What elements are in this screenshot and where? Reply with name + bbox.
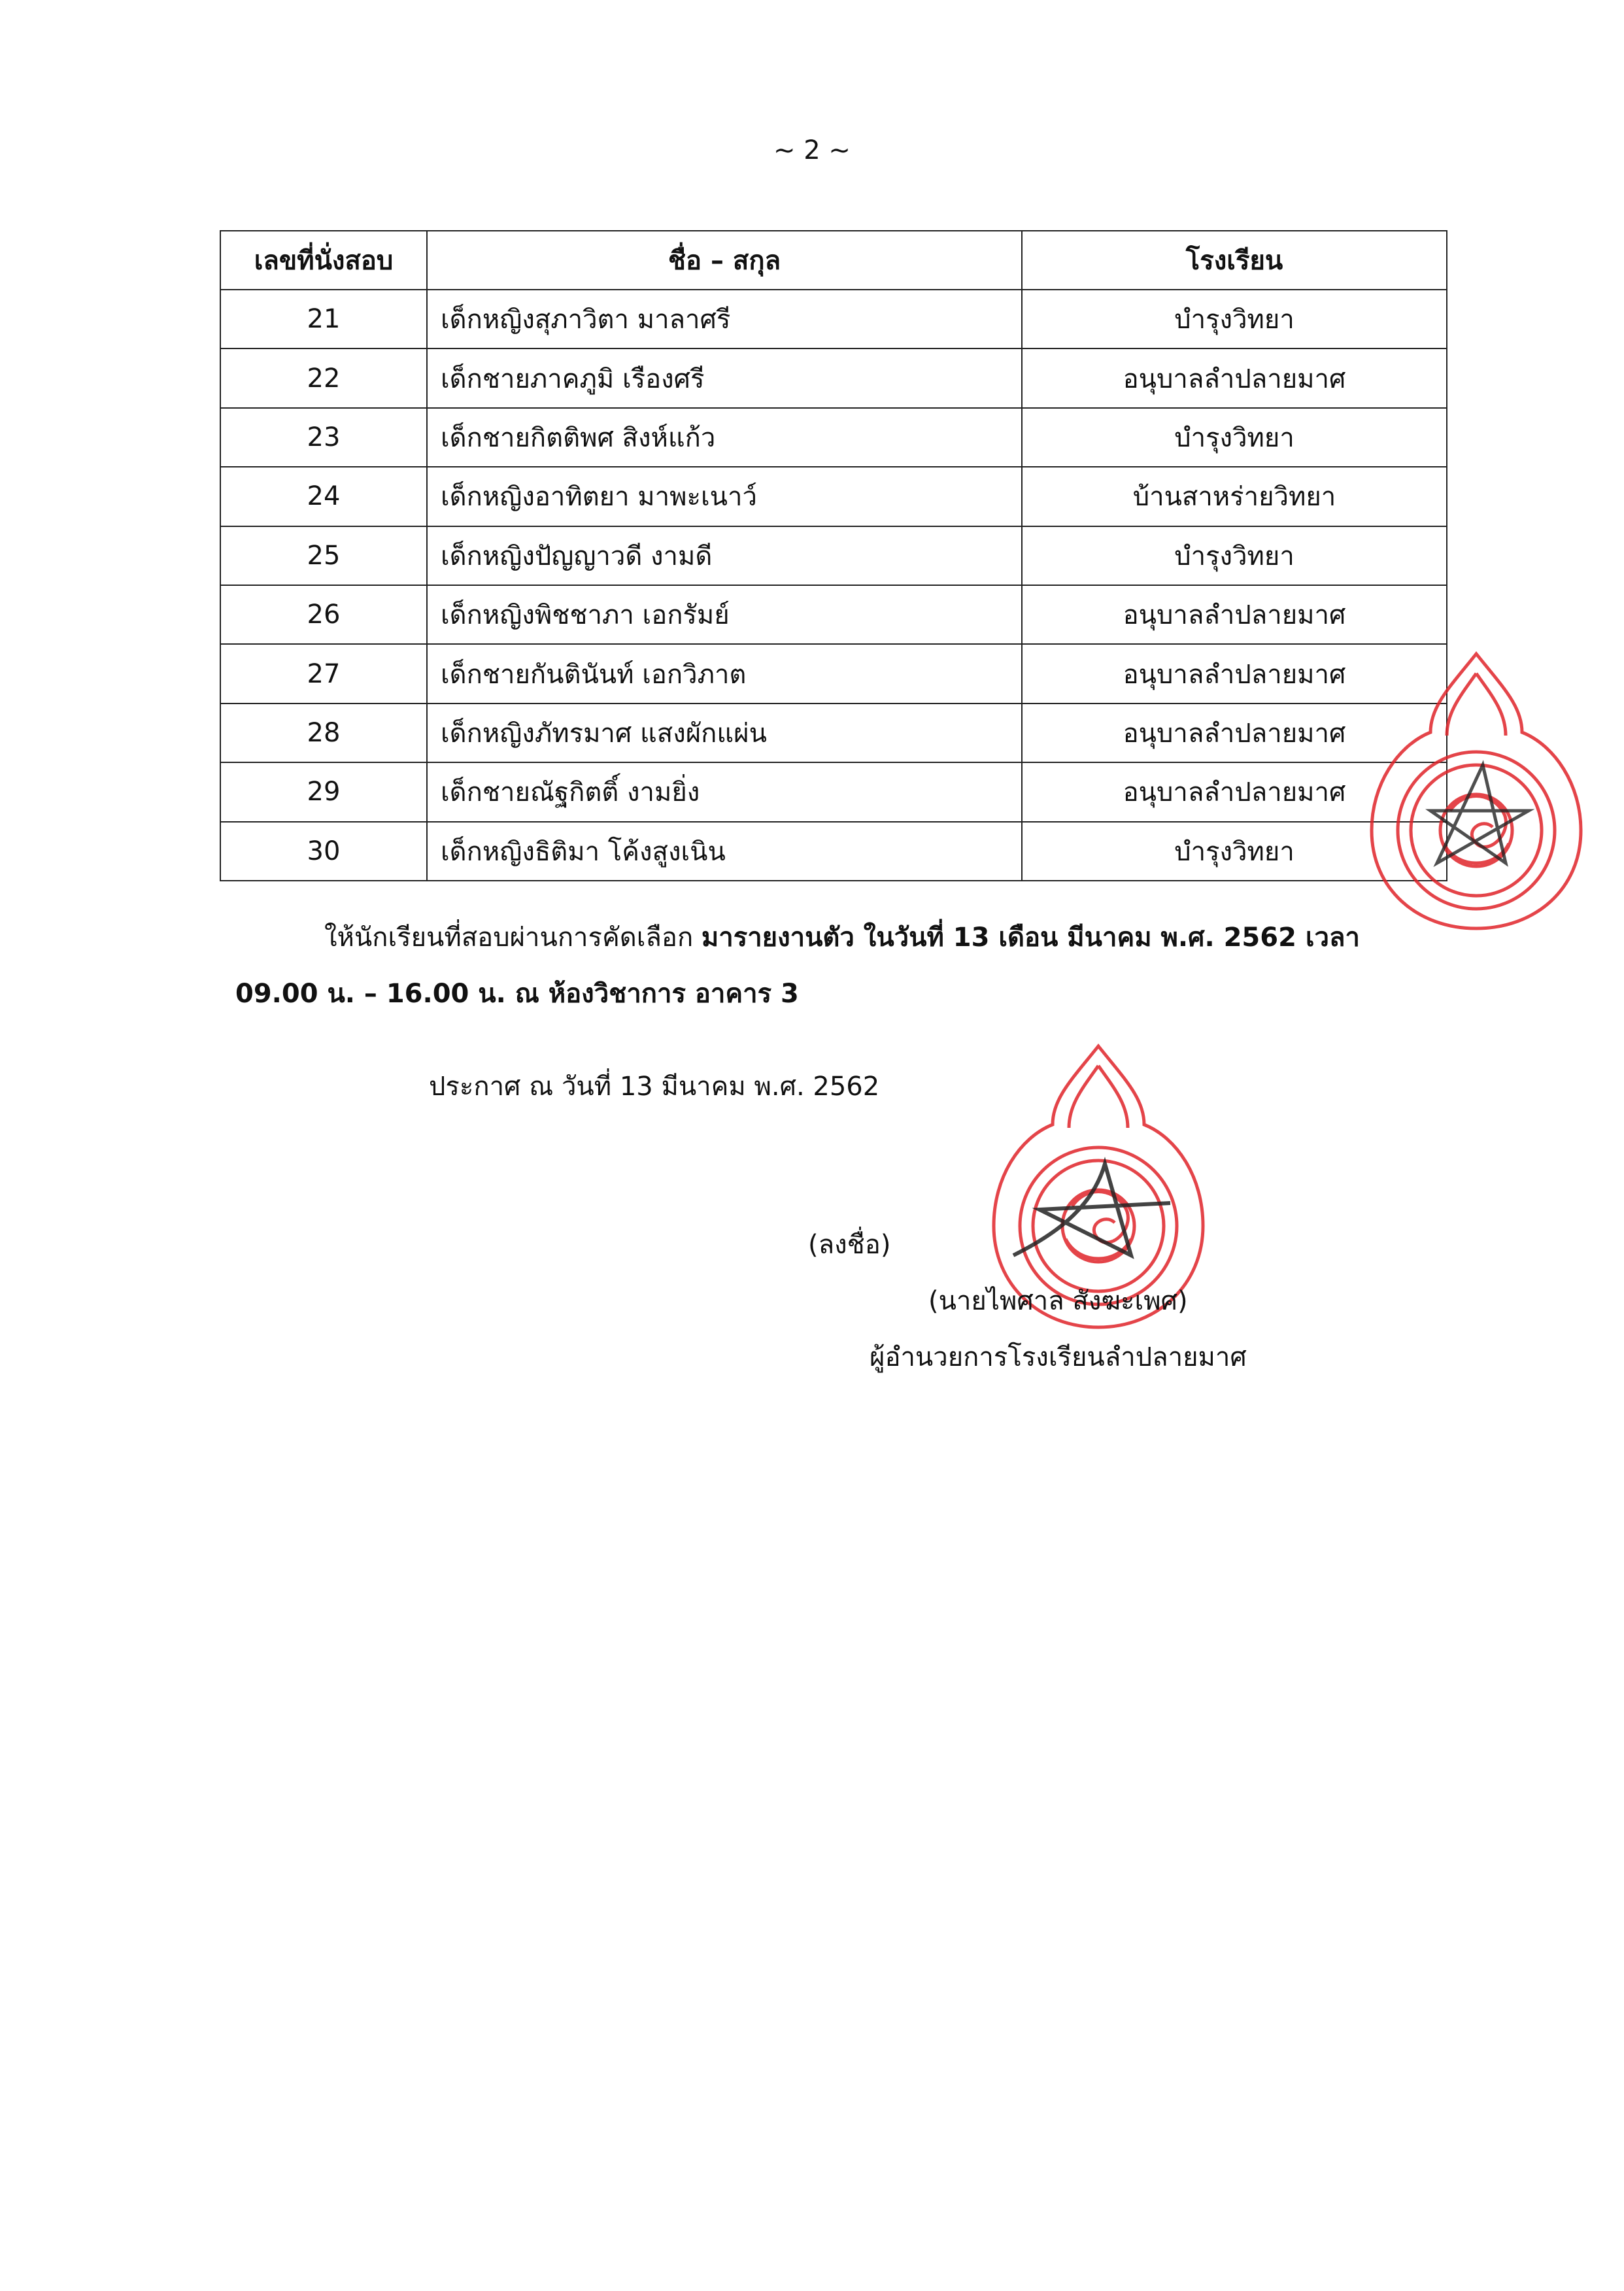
sign-label: (ลงชื่อ) (808, 1230, 891, 1260)
announcement-date: ประกาศ ณ วันที่ 13 มีนาคม พ.ศ. 2562 (429, 1072, 880, 1102)
school-cell: อนุบาลลำปลายมาศ (1022, 585, 1447, 644)
school-cell: อนุบาลลำปลายมาศ (1022, 644, 1447, 703)
table-row (220, 408, 1447, 467)
page-number: ~ 2 ~ (773, 135, 851, 165)
table-row (220, 762, 1447, 821)
school-cell: บำรุงวิทยา (1022, 526, 1447, 585)
school-cell: บำรุงวิทยา (1022, 408, 1447, 467)
school-cell: บ้านสาหร่ายวิทยา (1022, 467, 1447, 526)
notice-line-1-plain: ให้นักเรียนที่สอบผ่านการคัดเลือก (324, 923, 702, 953)
name-cell: เด็กหญิงปัญญาวดี งามดี (427, 526, 1022, 585)
table-row (220, 290, 1447, 348)
school-cell: อนุบาลลำปลายมาศ (1022, 348, 1447, 407)
notice-line-2 (235, 974, 799, 1013)
signer-name: (นายไพศาล สังฆะเพศ) (928, 1286, 1188, 1316)
notice-line-2-bold: 09.00 น. – 16.00 น. ณ ห้องวิชาการ อาคาร 3 (235, 979, 799, 1009)
name-cell: เด็กชายกันตินันท์ เอกวิภาต (427, 644, 1022, 703)
seat-no-cell: 24 (220, 467, 427, 526)
name-cell: เด็กหญิงภัทรมาศ แสงผักแผ่น (427, 704, 1022, 762)
name-cell: เด็กหญิงพิชชาภา เอกรัมย์ (427, 585, 1022, 644)
header-name: ชื่อ – สกุล (427, 231, 1022, 290)
table-row (220, 585, 1447, 644)
table-row (220, 526, 1447, 585)
seat-no-cell: 25 (220, 526, 427, 585)
table-row (220, 348, 1447, 407)
seat-no-cell: 29 (220, 762, 427, 821)
seat-no-cell: 28 (220, 704, 427, 762)
seat-no-cell: 23 (220, 408, 427, 467)
header-seat-no: เลขที่นั่งสอบ (220, 231, 427, 290)
name-cell: เด็กหญิงธิติมา โค้งสูงเนิน (427, 822, 1022, 881)
seat-no-cell: 22 (220, 348, 427, 407)
seat-no-cell: 21 (220, 290, 427, 348)
name-cell: เด็กหญิงสุภาวิตา มาลาศรี (427, 290, 1022, 348)
notice-line-1-bold: มารายงานตัว ในวันที่ 13 เดือน มีนาคม พ.ศ. 2562 เวลา (701, 923, 1360, 953)
name-cell: เด็กชายณัฐกิตติ์ งามยิ่ง (427, 762, 1022, 821)
name-cell: เด็กชายภาคภูมิ เรืองศรี (427, 348, 1022, 407)
table-row (220, 644, 1447, 703)
table-row (220, 467, 1447, 526)
seat-no-cell: 30 (220, 822, 427, 881)
school-cell: อนุบาลลำปลายมาศ (1022, 704, 1447, 762)
school-cell: อนุบาลลำปลายมาศ (1022, 762, 1447, 821)
header-school: โรงเรียน (1022, 231, 1447, 290)
name-cell: เด็กชายกิตติพศ สิงห์แก้ว (427, 408, 1022, 467)
school-cell: บำรุงวิทยา (1022, 822, 1447, 881)
table-row (220, 822, 1447, 881)
school-seal-stamp-1 (1352, 647, 1600, 935)
notice-line-1 (324, 918, 1360, 957)
school-cell: บำรุงวิทยา (1022, 290, 1447, 348)
signer-title: ผู้อำนวยการโรงเรียนลำปลายมาศ (870, 1342, 1247, 1372)
table-header-row (220, 231, 1447, 290)
seat-no-cell: 27 (220, 644, 427, 703)
name-cell: เด็กหญิงอาทิตยา มาพะเนาว์ (427, 467, 1022, 526)
table-row (220, 704, 1447, 762)
seat-no-cell: 26 (220, 585, 427, 644)
candidate-table (220, 230, 1447, 881)
